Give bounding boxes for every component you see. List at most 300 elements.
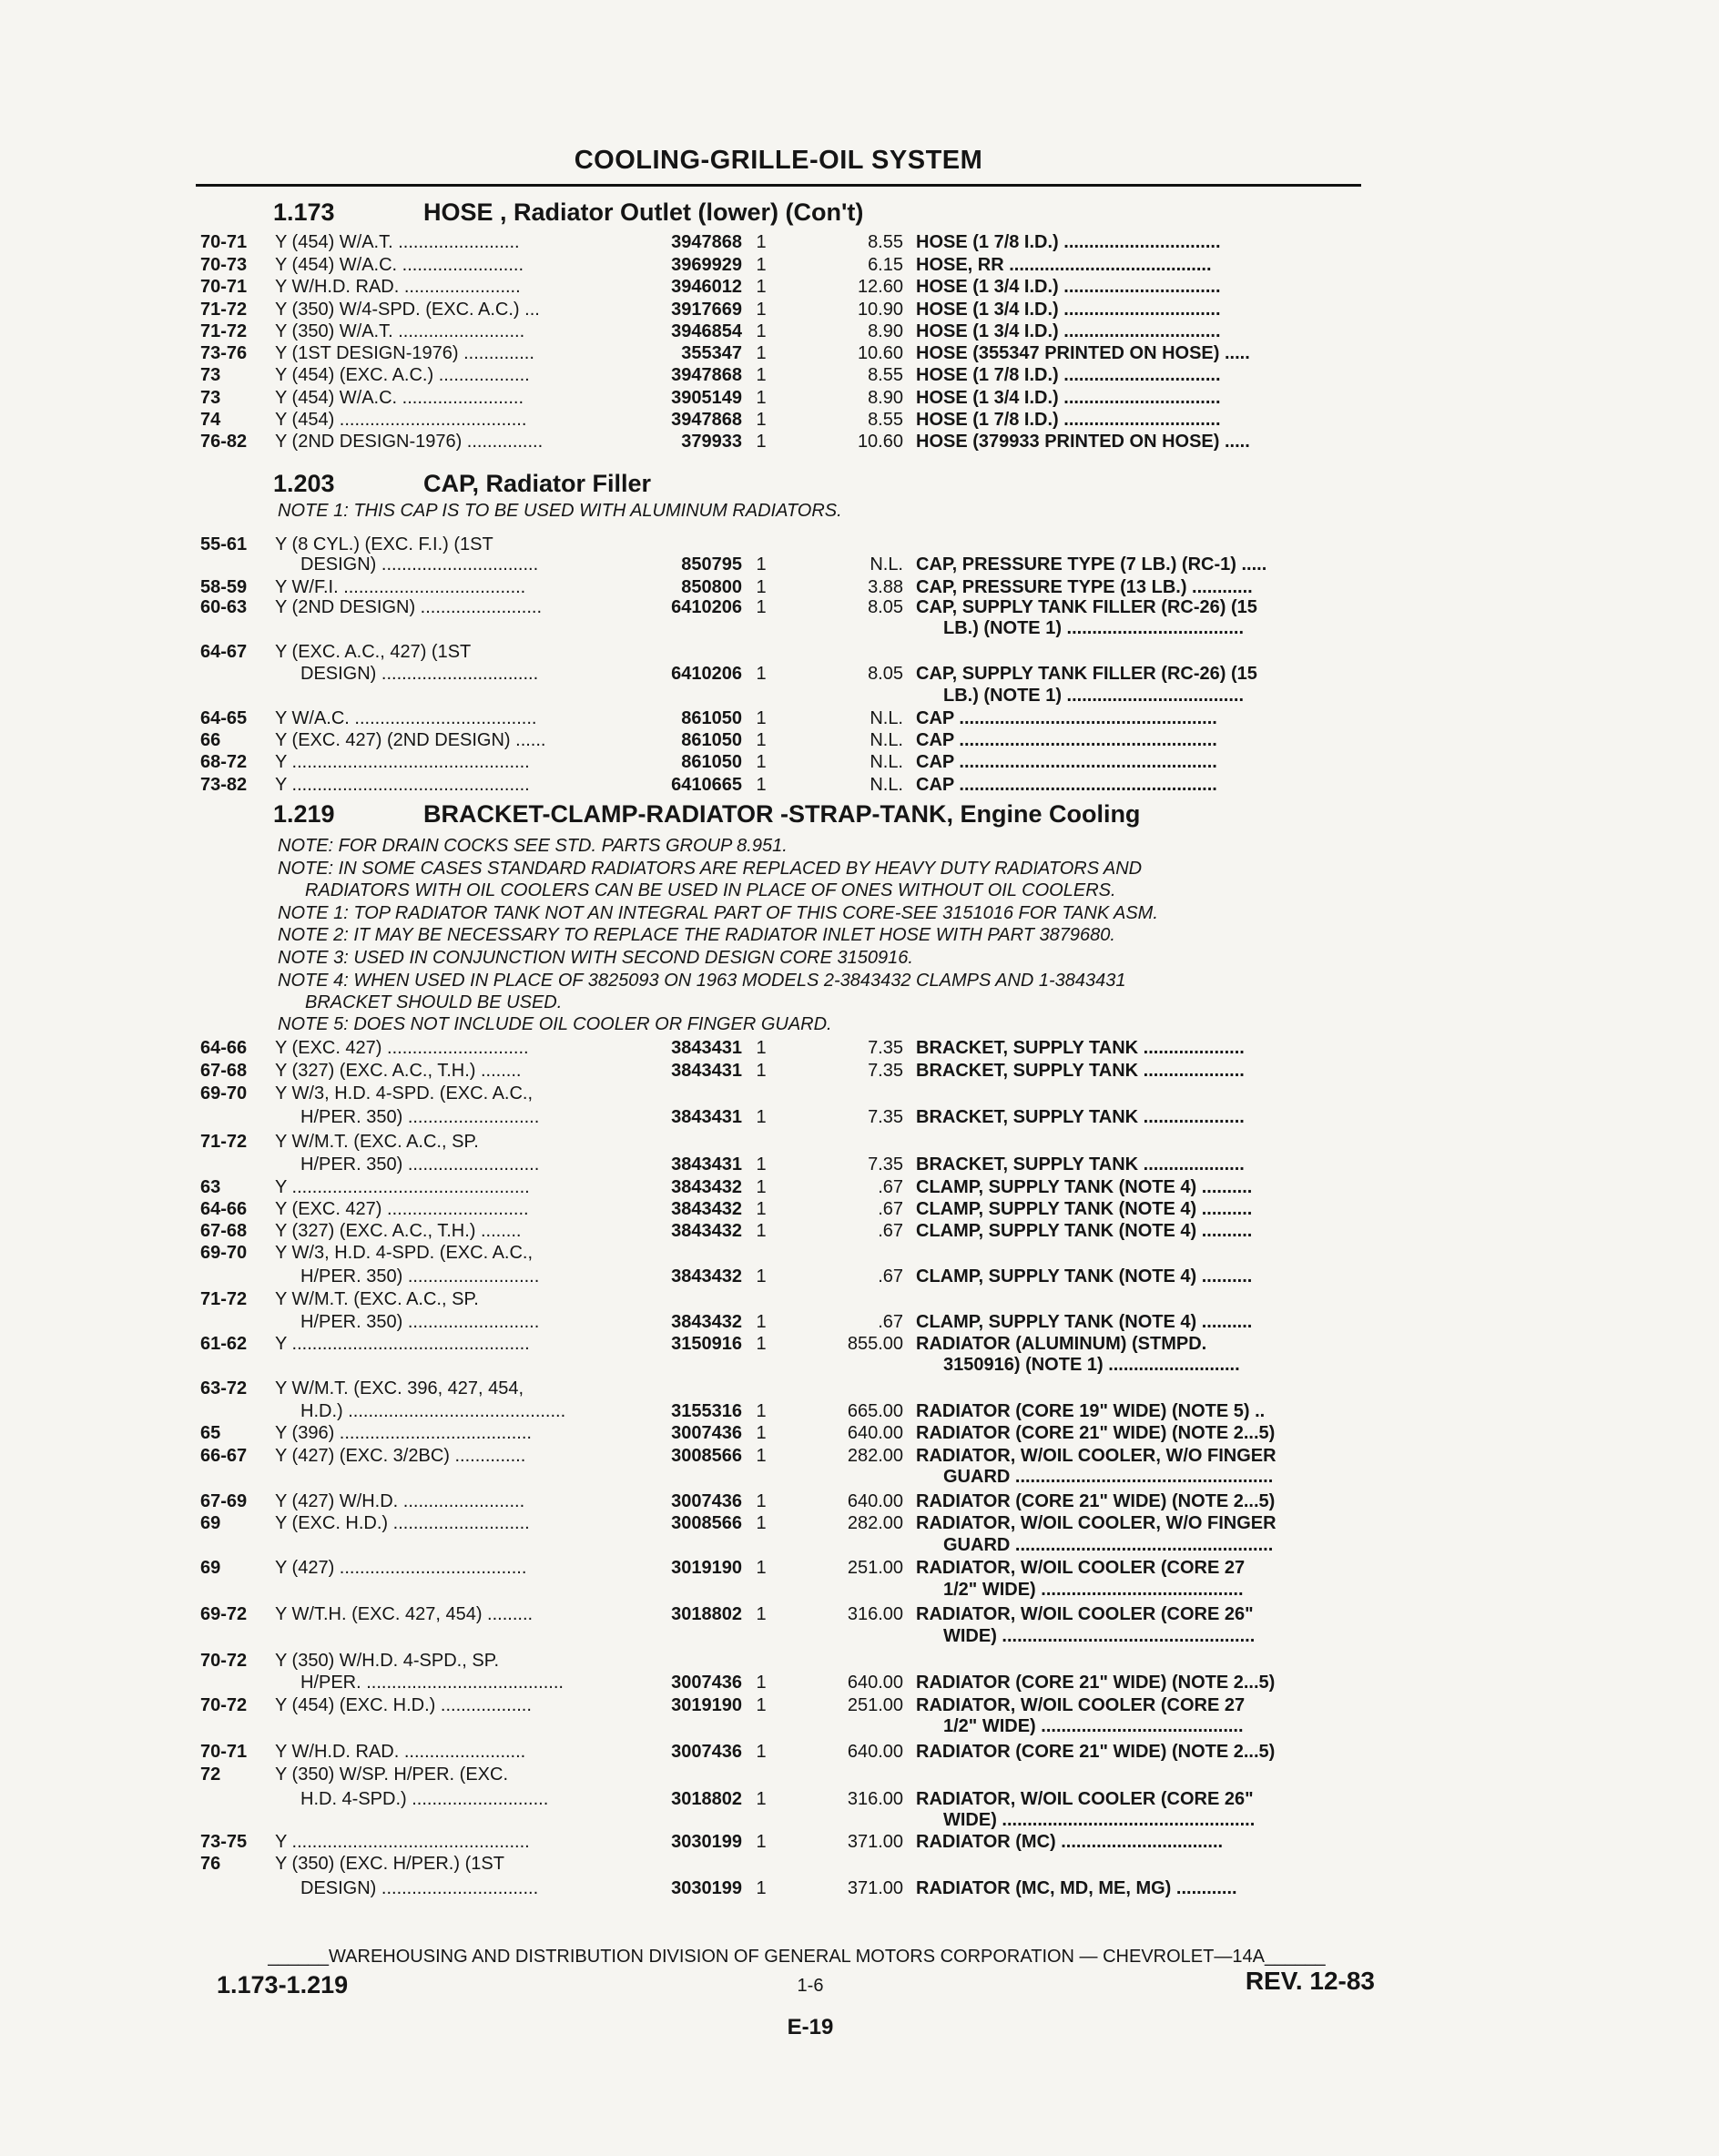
part-number: 3843432 [671, 1177, 742, 1197]
part-name: HOSE (1 3/4 I.D.) ............................... [916, 321, 1221, 341]
list-price: 371.00 [847, 1878, 903, 1898]
application-description: Y ............................................... [275, 1334, 530, 1354]
list-price: 8.05 [868, 664, 903, 684]
part-number: 3007436 [671, 1673, 742, 1693]
list-price: 10.60 [857, 432, 903, 452]
application-description: H.D. 4-SPD.) ........................... [300, 1789, 549, 1809]
list-price: 316.00 [847, 1604, 903, 1624]
part-name: CAP, SUPPLY TANK FILLER (RC-26) (15 [916, 597, 1257, 617]
part-number: 3946012 [671, 277, 742, 297]
quantity: 1 [756, 1221, 767, 1241]
application-description: Y (454) W/A.C. ........................ [275, 255, 524, 275]
section-title: CAP, Radiator Filler [423, 470, 652, 497]
application-description: Y W/3, H.D. 4-SPD. (EXC. A.C., [275, 1243, 534, 1263]
section-note: NOTE 4: WHEN USED IN PLACE OF 3825093 ON 1963 MODELS 2-3843432 CLAMPS AND 1-3843431 [278, 971, 1126, 991]
parts-row [0, 1266, 1719, 1287]
parts-row [0, 1311, 1719, 1333]
list-price: 7.35 [868, 1038, 903, 1058]
model-years: 65 [200, 1423, 221, 1443]
list-price: N.L. [870, 775, 903, 795]
quantity: 1 [756, 1312, 767, 1332]
parts-row [0, 1106, 1719, 1128]
model-years: 71-72 [200, 321, 248, 341]
quantity: 1 [756, 1695, 767, 1715]
application-description: Y ............................................... [275, 1177, 530, 1197]
quantity: 1 [756, 1061, 767, 1081]
part-name: RADIATOR (CORE 21" WIDE) (NOTE 2...5) [916, 1673, 1276, 1693]
page-number: E-19 [787, 2015, 834, 2039]
model-years: 66-67 [200, 1446, 248, 1466]
parts-row [0, 1037, 1719, 1059]
list-price: 8.55 [868, 232, 903, 252]
parts-row [0, 1198, 1719, 1220]
quantity: 1 [756, 554, 767, 575]
part-name: CAP ................................................... [916, 708, 1217, 728]
application-description: Y W/T.H. (EXC. 427, 454) ......... [275, 1604, 534, 1624]
parts-row [0, 729, 1719, 751]
part-name: RADIATOR (CORE 21" WIDE) (NOTE 2...5) [916, 1423, 1276, 1443]
quantity: 1 [756, 365, 767, 385]
parts-row [0, 751, 1719, 773]
part-name: HOSE (1 7/8 I.D.) ............................... [916, 232, 1221, 252]
parts-row [0, 1557, 1719, 1579]
application-description: Y W/H.D. RAD. ........................ [275, 1742, 526, 1762]
application-description: Y W/A.C. .................................... [275, 708, 537, 728]
model-years: 76 [200, 1854, 221, 1874]
parts-row [0, 1490, 1719, 1512]
part-name: RADIATOR, W/OIL COOLER (CORE 27 [916, 1558, 1246, 1578]
model-years: 70-71 [200, 232, 248, 252]
quantity: 1 [756, 277, 767, 297]
application-description: Y ............................................... [275, 775, 530, 795]
parts-row [0, 1715, 1719, 1737]
footer-section-page: 1-6 [797, 1976, 824, 1996]
list-price: 6.15 [868, 255, 903, 275]
list-price: 8.55 [868, 410, 903, 430]
quantity: 1 [756, 1513, 767, 1533]
quantity: 1 [756, 1491, 767, 1511]
quantity: 1 [756, 321, 767, 341]
parts-row [0, 1672, 1719, 1693]
quantity: 1 [756, 1878, 767, 1898]
parts-row [0, 1378, 1719, 1399]
model-years: 68-72 [200, 752, 248, 772]
section-note: RADIATORS WITH OIL COOLERS CAN BE USED IN PLACE OF ONES WITHOUT OIL COOLERS. [305, 880, 1116, 900]
part-name: RADIATOR (MC) ................................ [916, 1832, 1224, 1852]
part-name: HOSE (1 3/4 I.D.) ............................... [916, 300, 1221, 320]
parts-row [0, 364, 1719, 386]
quantity: 1 [756, 775, 767, 795]
section-note: NOTE 1: THIS CAP IS TO BE USED WITH ALUMINUM RADIATORS. [278, 501, 842, 521]
application-description: Y W/M.T. (EXC. 396, 427, 454, [275, 1378, 524, 1398]
parts-row [0, 554, 1719, 575]
part-number: 3007436 [671, 1491, 742, 1511]
application-description: Y (454) (EXC. H.D.) .................. [275, 1695, 532, 1715]
application-description: Y (454) ..................................... [275, 410, 527, 430]
list-price: 10.90 [857, 300, 903, 320]
page-title: COOLING-GRILLE-OIL SYSTEM [574, 146, 983, 175]
quantity: 1 [756, 1446, 767, 1466]
parts-row [0, 1176, 1719, 1198]
application-description: Y (454) (EXC. A.C.) .................. [275, 365, 530, 385]
quantity: 1 [756, 1038, 767, 1058]
part-name: HOSE (379933 PRINTED ON HOSE) ..... [916, 432, 1250, 452]
quantity: 1 [756, 752, 767, 772]
list-price: 855.00 [847, 1334, 903, 1354]
list-price: .67 [878, 1199, 903, 1219]
application-description: Y ............................................... [275, 1832, 530, 1852]
application-description: Y (EXC. 427) (2ND DESIGN) ...... [275, 730, 546, 750]
section-heading [273, 800, 1140, 829]
section-note: NOTE 3: USED IN CONJUNCTION WITH SECOND DESIGN CORE 3150916. [278, 948, 913, 968]
part-name: CLAMP, SUPPLY TANK (NOTE 4) .......... [916, 1177, 1253, 1197]
model-years: 71-72 [200, 300, 248, 320]
parts-row [0, 1333, 1719, 1355]
parts-row [0, 342, 1719, 364]
quantity: 1 [756, 1604, 767, 1624]
part-name: BRACKET, SUPPLY TANK .................... [916, 1107, 1245, 1127]
model-years: 67-68 [200, 1061, 248, 1081]
model-years: 55-61 [200, 534, 248, 554]
model-years: 72 [200, 1764, 221, 1785]
part-name: CAP, SUPPLY TANK FILLER (RC-26) (15 [916, 664, 1257, 684]
application-description: Y (EXC. A.C., 427) (1ST [275, 642, 472, 662]
application-description: Y (427) ..................................... [275, 1558, 527, 1578]
model-years: 70-72 [200, 1651, 248, 1671]
quantity: 1 [756, 1832, 767, 1852]
part-name: 1/2" WIDE) ........................................ [943, 1716, 1244, 1736]
list-price: 12.60 [857, 277, 903, 297]
application-description: H/PER. 350) .......................... [300, 1107, 540, 1127]
part-name: BRACKET, SUPPLY TANK .................... [916, 1061, 1245, 1081]
part-name: CLAMP, SUPPLY TANK (NOTE 4) .......... [916, 1266, 1253, 1286]
section-note: NOTE 5: DOES NOT INCLUDE OIL COOLER OR FINGER GUARD. [278, 1014, 832, 1034]
quantity: 1 [756, 597, 767, 617]
parts-row [0, 1154, 1719, 1175]
model-years: 64-65 [200, 708, 248, 728]
list-price: 8.90 [868, 388, 903, 408]
parts-row [0, 254, 1719, 276]
quantity: 1 [756, 1266, 767, 1286]
list-price: 282.00 [847, 1446, 903, 1466]
part-name: RADIATOR, W/OIL COOLER (CORE 26" [916, 1789, 1254, 1809]
part-name: BRACKET, SUPPLY TANK .................... [916, 1038, 1245, 1058]
part-number: 861050 [681, 730, 742, 750]
parts-row [0, 1764, 1719, 1785]
list-price: 8.55 [868, 365, 903, 385]
part-number: 3969929 [671, 255, 742, 275]
section-number: 1.203 [273, 470, 335, 497]
quantity: 1 [756, 388, 767, 408]
model-years: 71-72 [200, 1289, 248, 1309]
parts-row [0, 1603, 1719, 1625]
model-years: 60-63 [200, 597, 248, 617]
part-name: GUARD ................................................... [943, 1467, 1274, 1487]
part-number: 3843431 [671, 1061, 742, 1081]
part-number: 3917669 [671, 300, 742, 320]
section-number: 1.219 [273, 800, 335, 828]
application-description: Y W/M.T. (EXC. A.C., SP. [275, 1289, 479, 1309]
list-price: 8.05 [868, 597, 903, 617]
model-years: 70-72 [200, 1695, 248, 1715]
model-years: 69 [200, 1513, 221, 1533]
parts-row [0, 1288, 1719, 1310]
model-years: 69-72 [200, 1604, 248, 1624]
application-description: Y ............................................... [275, 752, 530, 772]
part-name: RADIATOR (MC, MD, ME, MG) ............ [916, 1878, 1237, 1898]
application-description: Y (EXC. 427) ............................ [275, 1199, 529, 1219]
model-years: 61-62 [200, 1334, 248, 1354]
part-number: 861050 [681, 708, 742, 728]
parts-row [0, 707, 1719, 729]
part-name: CAP ................................................... [916, 775, 1217, 795]
parts-row [0, 663, 1719, 685]
application-description: Y (350) (EXC. H/PER.) (1ST [275, 1854, 504, 1874]
part-number: 6410665 [671, 775, 742, 795]
quantity: 1 [756, 255, 767, 275]
quantity: 1 [756, 300, 767, 320]
application-description: Y (2ND DESIGN) ........................ [275, 597, 543, 617]
part-name: CAP ................................................... [916, 752, 1217, 772]
parts-row [0, 387, 1719, 409]
list-price: 7.35 [868, 1107, 903, 1127]
part-number: 3843432 [671, 1199, 742, 1219]
quantity: 1 [756, 1423, 767, 1443]
part-name: WIDE) .................................................. [943, 1626, 1256, 1646]
application-description: Y (2ND DESIGN-1976) ............... [275, 432, 544, 452]
list-price: 8.90 [868, 321, 903, 341]
parts-row [0, 1060, 1719, 1082]
section-note: NOTE: FOR DRAIN COCKS SEE STD. PARTS GROUP 8.951. [278, 836, 788, 856]
part-number: 3008566 [671, 1513, 742, 1533]
application-description: Y (350) W/A.T. ......................... [275, 321, 525, 341]
application-description: Y (1ST DESIGN-1976) .............. [275, 343, 534, 363]
parts-row [0, 685, 1719, 707]
quantity: 1 [756, 1154, 767, 1175]
section-note: NOTE: IN SOME CASES STANDARD RADIATORS ARE REPLACED BY HEAVY DUTY RADIATORS AND [278, 859, 1143, 879]
list-price: 7.35 [868, 1061, 903, 1081]
parts-row [0, 1534, 1719, 1556]
part-number: 850800 [681, 577, 742, 597]
quantity: 1 [756, 432, 767, 452]
quantity: 1 [756, 343, 767, 363]
section-note: NOTE 1: TOP RADIATOR TANK NOT AN INTEGRAL PART OF THIS CORE-SEE 3151016 FOR TANK ASM. [278, 903, 1158, 923]
quantity: 1 [756, 1199, 767, 1219]
model-years: 69-70 [200, 1243, 248, 1263]
parts-row [0, 231, 1719, 253]
quantity: 1 [756, 1789, 767, 1809]
parts-row [0, 1083, 1719, 1104]
section-note: BRACKET SHOULD BE USED. [305, 992, 563, 1012]
title-rule [196, 184, 1361, 187]
list-price: 282.00 [847, 1513, 903, 1533]
parts-row [0, 641, 1719, 663]
parts-row [0, 534, 1719, 555]
model-years: 64-66 [200, 1038, 248, 1058]
application-description: Y (454) W/A.C. ........................ [275, 388, 524, 408]
part-number: 3843431 [671, 1038, 742, 1058]
part-name: RADIATOR (CORE 21" WIDE) (NOTE 2...5) [916, 1742, 1276, 1762]
section-heading [273, 470, 651, 498]
list-price: N.L. [870, 730, 903, 750]
application-description: Y (8 CYL.) (EXC. F.I.) (1ST [275, 534, 493, 554]
list-price: .67 [878, 1266, 903, 1286]
part-number: 379933 [681, 432, 742, 452]
quantity: 1 [756, 1558, 767, 1578]
model-years: 73-75 [200, 1832, 248, 1852]
list-price: 371.00 [847, 1832, 903, 1852]
application-description: Y (EXC. H.D.) ........................... [275, 1513, 530, 1533]
part-name: CAP, PRESSURE TYPE (7 LB.) (RC-1) ..... [916, 554, 1267, 575]
section-number: 1.173 [273, 198, 335, 226]
application-description: Y (350) W/H.D. 4-SPD., SP. [275, 1651, 500, 1671]
parts-row [0, 1131, 1719, 1153]
parts-row [0, 1650, 1719, 1672]
application-description: Y (396) ...................................... [275, 1423, 532, 1443]
quantity: 1 [756, 232, 767, 252]
parts-row [0, 1809, 1719, 1831]
model-years: 67-69 [200, 1491, 248, 1511]
section-title: HOSE , Radiator Outlet (lower) (Con't) [423, 198, 864, 226]
application-description: H.D.) ........................................... [300, 1401, 566, 1421]
application-description: Y W/3, H.D. 4-SPD. (EXC. A.C., [275, 1083, 534, 1103]
parts-row [0, 1625, 1719, 1647]
parts-row [0, 1877, 1719, 1899]
model-years: 69 [200, 1558, 221, 1578]
part-number: 3007436 [671, 1423, 742, 1443]
application-description: H/PER. 350) .......................... [300, 1154, 540, 1175]
part-name: CAP, PRESSURE TYPE (13 LB.) ............ [916, 577, 1253, 597]
part-number: 3947868 [671, 410, 742, 430]
application-description: Y (327) (EXC. A.C., T.H.) ........ [275, 1221, 522, 1241]
application-description: Y (427) (EXC. 3/2BC) .............. [275, 1446, 526, 1466]
application-description: Y W/H.D. RAD. ....................... [275, 277, 521, 297]
application-description: Y (427) W/H.D. ........................ [275, 1491, 525, 1511]
part-number: 3018802 [671, 1604, 742, 1624]
model-years: 64-67 [200, 642, 248, 662]
quantity: 1 [756, 410, 767, 430]
part-number: 355347 [681, 343, 742, 363]
quantity: 1 [756, 1177, 767, 1197]
model-years: 70-71 [200, 277, 248, 297]
model-years: 63 [200, 1177, 221, 1197]
part-number: 6410206 [671, 664, 742, 684]
list-price: 640.00 [847, 1673, 903, 1693]
list-price: 3.88 [868, 577, 903, 597]
part-name: 3150916) (NOTE 1) .......................... [943, 1355, 1240, 1375]
application-description: DESIGN) ............................... [300, 554, 539, 575]
part-name: HOSE (1 3/4 I.D.) ............................... [916, 388, 1221, 408]
part-number: 3008566 [671, 1446, 742, 1466]
model-years: 70-73 [200, 255, 248, 275]
part-name: RADIATOR (CORE 21" WIDE) (NOTE 2...5) [916, 1491, 1276, 1511]
section-title: BRACKET-CLAMP-RADIATOR -STRAP-TANK, Engine Cooling [423, 800, 1141, 828]
parts-row [0, 1579, 1719, 1601]
application-description: H/PER. 350) .......................... [300, 1266, 540, 1286]
parts-row [0, 1741, 1719, 1763]
list-price: 665.00 [847, 1401, 903, 1421]
part-number: 3030199 [671, 1832, 742, 1852]
model-years: 73-82 [200, 775, 248, 795]
parts-row [0, 1354, 1719, 1376]
parts-row [0, 1422, 1719, 1444]
list-price: N.L. [870, 752, 903, 772]
model-years: 71-72 [200, 1132, 248, 1152]
model-years: 64-66 [200, 1199, 248, 1219]
application-description: Y W/M.T. (EXC. A.C., SP. [275, 1132, 479, 1152]
model-years: 69-70 [200, 1083, 248, 1103]
section-note: NOTE 2: IT MAY BE NECESSARY TO REPLACE THE RADIATOR INLET HOSE WITH PART 3879680. [278, 925, 1115, 945]
quantity: 1 [756, 1401, 767, 1421]
quantity: 1 [756, 708, 767, 728]
part-number: 3007436 [671, 1742, 742, 1762]
part-name: BRACKET, SUPPLY TANK .................... [916, 1154, 1245, 1175]
quantity: 1 [756, 1742, 767, 1762]
application-description: Y (EXC. 427) ............................ [275, 1038, 529, 1058]
list-price: N.L. [870, 708, 903, 728]
application-description: Y W/F.I. .................................... [275, 577, 526, 597]
parts-row [0, 276, 1719, 298]
part-name: HOSE (1 7/8 I.D.) ............................... [916, 410, 1221, 430]
application-description: Y (454) W/A.T. ........................ [275, 232, 520, 252]
quantity: 1 [756, 1107, 767, 1127]
parts-row [0, 1400, 1719, 1422]
part-name: CLAMP, SUPPLY TANK (NOTE 4) .......... [916, 1199, 1253, 1219]
parts-row [0, 1512, 1719, 1534]
part-name: CLAMP, SUPPLY TANK (NOTE 4) .......... [916, 1221, 1253, 1241]
part-name: WIDE) .................................................. [943, 1810, 1256, 1830]
quantity: 1 [756, 664, 767, 684]
application-description: Y (350) W/SP. H/PER. (EXC. [275, 1764, 509, 1785]
part-number: 3019190 [671, 1695, 742, 1715]
list-price: 640.00 [847, 1423, 903, 1443]
part-number: 6410206 [671, 597, 742, 617]
part-number: 3155316 [671, 1401, 742, 1421]
part-name: RADIATOR (ALUMINUM) (STMPD. [916, 1334, 1207, 1354]
model-years: 58-59 [200, 577, 248, 597]
part-number: 850795 [681, 554, 742, 575]
parts-row [0, 1788, 1719, 1810]
part-name: RADIATOR, W/OIL COOLER (CORE 26" [916, 1604, 1254, 1624]
parts-row [0, 1242, 1719, 1264]
application-description: Y (327) (EXC. A.C., T.H.) ........ [275, 1061, 522, 1081]
parts-row [0, 320, 1719, 342]
list-price: 251.00 [847, 1558, 903, 1578]
parts-row [0, 617, 1719, 639]
part-number: 3905149 [671, 388, 742, 408]
part-number: 3947868 [671, 365, 742, 385]
parts-row [0, 299, 1719, 320]
part-name: HOSE (1 3/4 I.D.) ............................... [916, 277, 1221, 297]
part-name: RADIATOR (CORE 19" WIDE) (NOTE 5) .. [916, 1401, 1266, 1421]
part-name: RADIATOR, W/OIL COOLER (CORE 27 [916, 1695, 1246, 1715]
parts-row [0, 431, 1719, 453]
parts-row [0, 1831, 1719, 1853]
part-number: 3843432 [671, 1266, 742, 1286]
part-name: CAP ................................................... [916, 730, 1217, 750]
part-number: 3843432 [671, 1221, 742, 1241]
part-number: 3946854 [671, 321, 742, 341]
part-name: LB.) (NOTE 1) ................................... [943, 618, 1245, 638]
part-number: 3019190 [671, 1558, 742, 1578]
part-name: GUARD ................................................... [943, 1535, 1274, 1555]
model-years: 63-72 [200, 1378, 248, 1398]
list-price: 7.35 [868, 1154, 903, 1175]
part-name: RADIATOR, W/OIL COOLER, W/O FINGER [916, 1513, 1277, 1533]
parts-row [0, 1853, 1719, 1875]
model-years: 67-68 [200, 1221, 248, 1241]
footer-revision: REV. 12-83 [1245, 1967, 1375, 1995]
